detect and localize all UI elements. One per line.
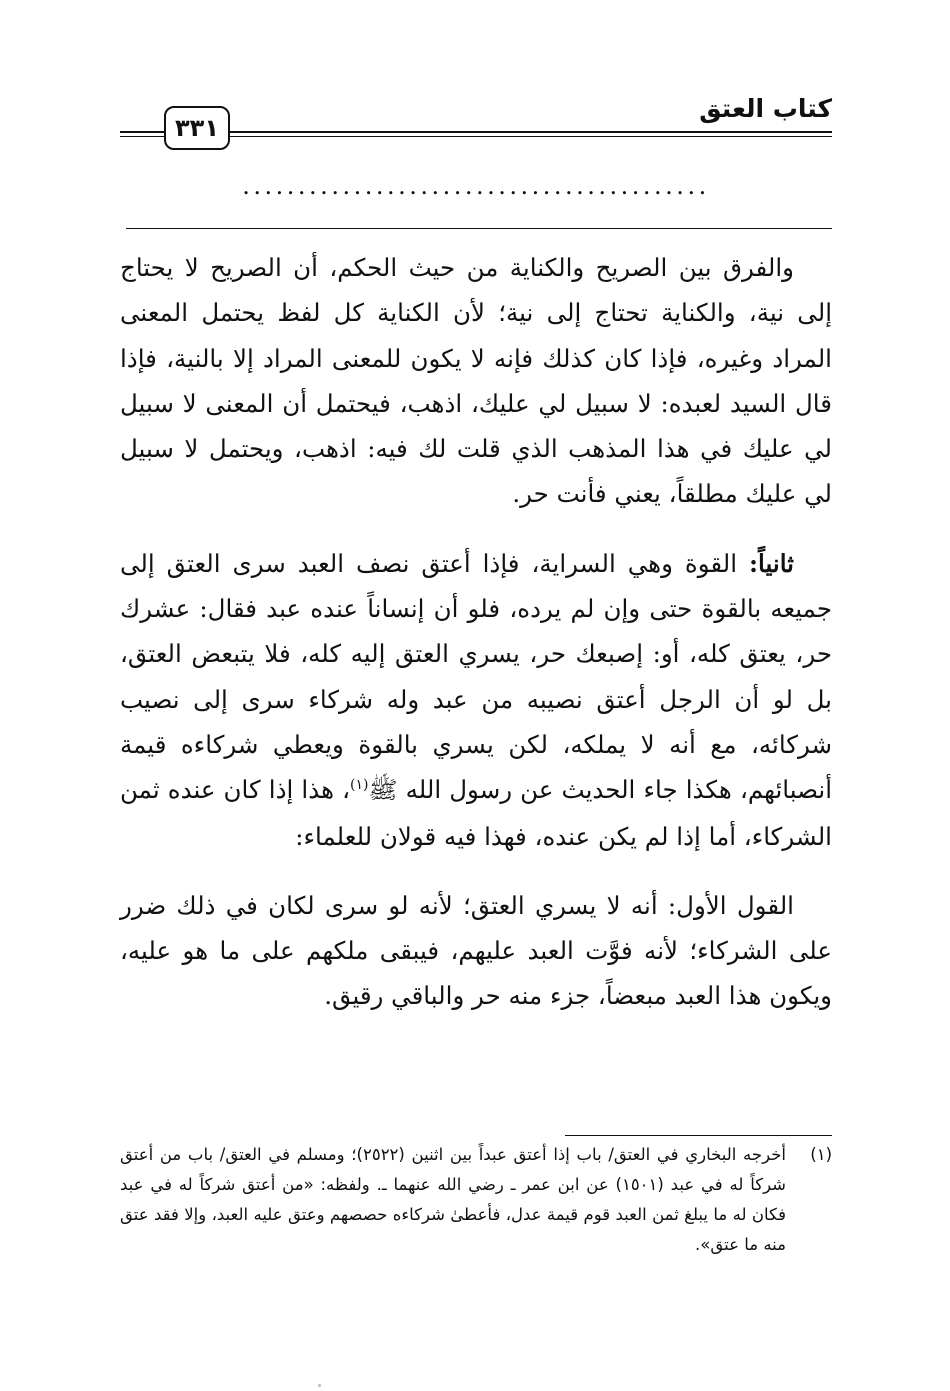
- header-rule: [228, 131, 832, 133]
- paragraph-text-continued: ، هذا إذا كان عنده ثمن الشركاء، أما إذا لم يكن عنده، فهذا فيه قولان للعلماء:: [120, 775, 832, 851]
- footnote: [120, 1140, 832, 1260]
- salutation-glyph: ﷺ: [368, 776, 398, 805]
- paragraph-text: والفرق بين الصريح والكناية من حيث الحكم، أن الصريح لا يحتاج إلى نية، والكناية تحتاج إلى نية؛ لأن الكناية كل لفظ يحتمل المعنى المراد وغيره، فإذا كان كذلك فإنه لا يكون للمعنى المراد إلا بالنية، فإذا قال السيد لعبده: لا سبيل لي عليك، اذهب، فيحتمل أن المعنى لا سبيل لي عليك في هذا المذهب الذي قلت لك فيه: اذهب، ويحتمل لا سبيل لي عليك مطلقاً، يعني فأنت حر.: [120, 253, 832, 509]
- page-number: ٣٣١: [164, 106, 230, 150]
- footnote-separator: [565, 1135, 832, 1136]
- paragraph: [120, 245, 832, 517]
- footnote-marker: (١): [810, 1145, 832, 1164]
- body-text: [120, 245, 832, 1043]
- ellipsis-line: ..........................................: [242, 172, 710, 200]
- paragraph: [120, 541, 832, 859]
- paragraph: [120, 883, 832, 1019]
- footnote-text: أخرجه البخاري في العتق/ باب إذا أعتق عبداً بين اثنين (٢٥٢٢)؛ ومسلم في العتق/ باب من أعتق شركاً له في عبد (١٥٠١) عن ابن عمر ـ رضي الله عنهما ـ. ولفظه: «من أعتق شركاً له في عبد فكان له ما يبلغ ثمن العبد قوم قيمة عدل، فأعطىٰ شركاءه حصصهم وعتق عليه العبد، وإلا فقد عتق منه ما عتق».: [120, 1145, 786, 1254]
- footnote-reference[interactable]: (١): [350, 777, 369, 794]
- header-rule-short-thin: [120, 136, 164, 137]
- header-rule-thin: [228, 136, 832, 137]
- header-rule-short: [120, 131, 164, 133]
- paragraph-text: القوة وهي السراية، فإذا أعتق نصف العبد سرى العتق إلى جميعه بالقوة حتى وإن لم يرده، فلو أن إنساناً عنده عبد فقال: عشرك حر، يعتق كله، أو: إصبعك حر، يسري العتق إليه كله، فلا يتبعض العتق، بل لو أن الرجل أعتق نصيبه من عبد وله شركاء سرى إلى نصيب شركائه، مع أنه لا يملكه، لكن يسري بالقوة ويعطي شركاءه قيمة أنصبائهم، هكذا جاء الحديث عن رسول الله: [120, 548, 832, 805]
- paragraph-text: القول الأول: أنه لا يسري العتق؛ لأنه لو سرى لكان في ذلك ضرر على الشركاء؛ لأنه فوَّت العبد عليهم، فيبقى ملكهم على ما هو عليه، ويكون هذا العبد مبعضاً، جزء منه حر والباقي رقيق.: [120, 890, 832, 1011]
- scan-speck: [318, 1384, 321, 1387]
- paragraph-lead-word: ثانياً:: [748, 548, 794, 578]
- page-header: [120, 92, 832, 152]
- separator-rule: [126, 228, 832, 229]
- running-title: كتاب العتق: [699, 94, 832, 123]
